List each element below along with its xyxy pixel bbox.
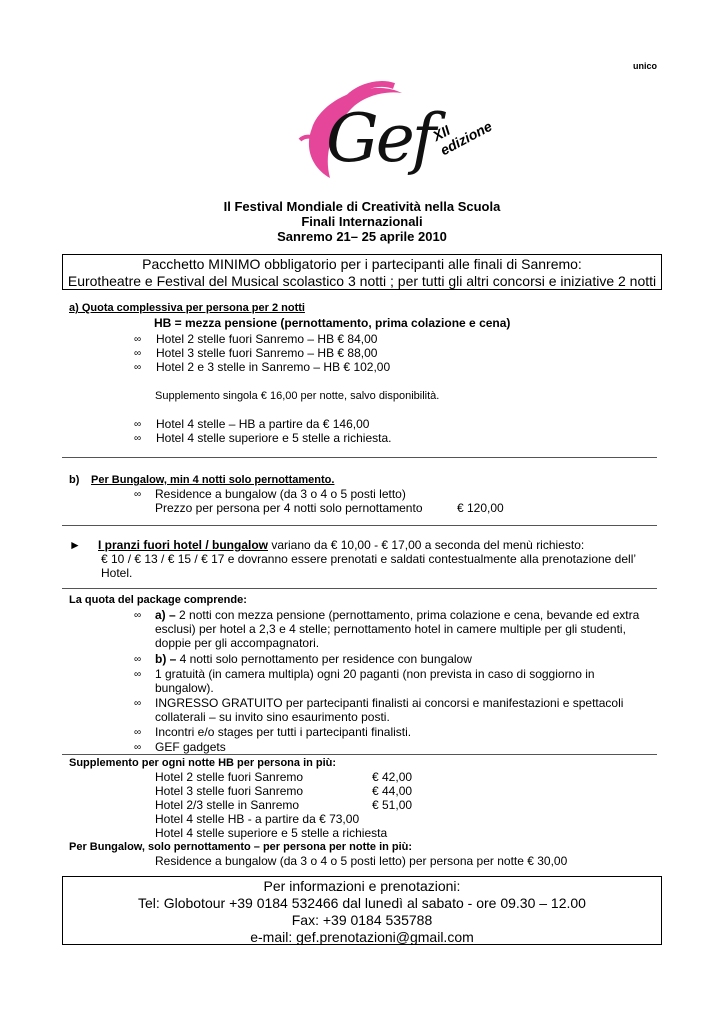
lunch-line-1 (98, 538, 584, 553)
document-code: unico (633, 61, 657, 71)
list-item: Hotel 2 e 3 stelle in Sanremo – HB € 102,00 (156, 360, 391, 374)
free-entry-line-1: INGRESSO GRATUITO per partecipanti finalisti ai concorsi e manifestazioni e spettacoli (155, 696, 624, 710)
bungalow-price: € 120,00 (457, 501, 504, 515)
bullet-icon: ∞ (134, 334, 142, 345)
include-a-line-1 (155, 608, 639, 623)
lunch-line-2: € 10 / € 13 / € 15 / € 17 e dovranno essere prenotati e saldati contestualmente alla prenotazione dell’ (101, 552, 637, 566)
package-box (62, 254, 662, 290)
logo-text: Gef (326, 100, 434, 177)
contact-box (62, 876, 662, 945)
divider (62, 754, 657, 755)
supplement-hb-title: Supplemento per ogni notte HB per persona in più: (69, 757, 337, 769)
bullet-icon: ∞ (134, 419, 142, 430)
include-a-line-2: esclusi) per hotel a 2,3 e 4 stelle; pernottamento hotel in camere multiple per gli studenti, (155, 622, 626, 636)
package-line-2: Eurotheatre e Festival del Musical scolastico 3 notti ; per tutti gli altri concorsi e iniziative 2 notti (67, 273, 657, 289)
section-a-title: a) Quota complessiva per persona per 2 notti (69, 302, 305, 314)
list-item: Hotel 2 stelle fuori Sanremo – HB € 84,00 (156, 332, 378, 346)
lunch-price-range: variano da € 10,00 - € 17,00 a seconda del menù richiesto: (268, 538, 585, 552)
free-entry-line-2: collaterali – su invito sino esaurimento posti. (155, 710, 390, 724)
contact-title: Per informazioni e prenotazioni: (263, 878, 461, 894)
free-place-line-2: bungalow). (155, 681, 214, 695)
bullet-icon: ∞ (134, 742, 142, 753)
section-b-prefix: b) (69, 474, 80, 486)
edition-label: XII edizione (430, 117, 495, 159)
include-b-label: b) – (155, 652, 177, 666)
bullet-icon: ∞ (134, 669, 142, 680)
bullet-icon: ∞ (134, 654, 142, 665)
bungalow-price-label: Prezzo per persona per 4 notti solo pernottamento (155, 501, 423, 515)
include-a-text: 2 notti con mezza pensione (pernottamento, prima colazione e cena, bevande ed extra (175, 608, 640, 622)
bullet-icon: ∞ (134, 362, 142, 373)
divider (62, 457, 657, 458)
package-line-1: Pacchetto MINIMO obbligatorio per i partecipanti alle finali di Sanremo: (142, 256, 582, 272)
arrow-icon: ► (69, 538, 81, 552)
bullet-icon: ∞ (134, 489, 142, 500)
bullet-icon: ∞ (134, 610, 142, 621)
list-item: Hotel 4 stelle superiore e 5 stelle a richiesta. (156, 431, 392, 445)
list-item: Residence a bungalow (da 3 o 4 o 5 posti letto) (155, 487, 406, 501)
supplement-row-price: € 42,00 (372, 770, 413, 784)
bullet-icon: ∞ (134, 727, 142, 738)
supplement-row-label: Hotel 3 stelle fuori Sanremo (155, 784, 304, 798)
section-a-subtitle: HB = mezza pensione (pernottamento, prima colazione e cena) (154, 316, 511, 330)
includes-title: La quota del package comprende: (69, 594, 247, 606)
supplement-bungalow-title: Per Bungalow, solo pernottamento – per persona per notte in più: (69, 841, 413, 853)
festival-title: Il Festival Mondiale di Creatività nella Scuola (223, 199, 501, 214)
include-b-line (155, 652, 472, 667)
supplement-row-price: € 44,00 (372, 784, 413, 798)
include-a-line-3: doppie per gli accompagnatori. (155, 636, 320, 650)
supplement-row-label: Hotel 2 stelle fuori Sanremo (155, 770, 304, 784)
supplement-5star-line: Hotel 4 stelle superiore e 5 stelle a richiesta (155, 826, 388, 840)
free-place-line-1: 1 gratuità (in camera multipla) ogni 20 paganti (non prevista in caso di soggiorno in (155, 667, 595, 681)
single-supplement-note: Supplemento singola € 16,00 per notte, salvo disponibilità. (155, 390, 440, 402)
divider (62, 525, 657, 526)
supplement-row-label: Hotel 2/3 stelle in Sanremo (155, 798, 300, 812)
gadgets-line: GEF gadgets (155, 740, 226, 754)
contact-fax: Fax: +39 0184 535788 (291, 912, 433, 928)
bullet-icon: ∞ (134, 698, 142, 709)
gef-logo (282, 78, 495, 198)
list-item: Hotel 3 stelle fuori Sanremo – HB € 88,00 (156, 346, 378, 360)
include-b-text: 4 notti solo pernottamento per residence con bungalow (176, 652, 472, 666)
lunch-line-3: Hotel. (101, 566, 133, 580)
dates-title: Sanremo 21– 25 aprile 2010 (277, 229, 447, 244)
lunch-title: I pranzi fuori hotel / bungalow (98, 538, 268, 552)
supplement-bungalow-line: Residence a bungalow (da 3 o 4 o 5 posti letto) per persona per notte € 30,00 (155, 854, 568, 868)
divider (62, 588, 657, 589)
finals-title: Finali Internazionali (301, 214, 423, 229)
bullet-icon: ∞ (134, 433, 142, 444)
section-b-title: Per Bungalow, min 4 notti solo pernottamento. (91, 474, 335, 486)
meetings-line: Incontri e/o stages per tutti i partecipanti finalisti. (155, 725, 412, 739)
bullet-icon: ∞ (134, 348, 142, 359)
supplement-row-price: € 51,00 (372, 798, 413, 812)
contact-phone: Tel: Globotour +39 0184 532466 dal lunedì al sabato - ore 09.30 – 12.00 (138, 895, 586, 911)
include-a-label: a) – (155, 608, 176, 622)
list-item: Hotel 4 stelle – HB a partire da € 146,00 (156, 417, 370, 431)
supplement-4star-line: Hotel 4 stelle HB - a partire da € 73,00 (155, 812, 360, 826)
contact-email[interactable]: e-mail: gef.prenotazioni@gmail.com (250, 929, 474, 945)
